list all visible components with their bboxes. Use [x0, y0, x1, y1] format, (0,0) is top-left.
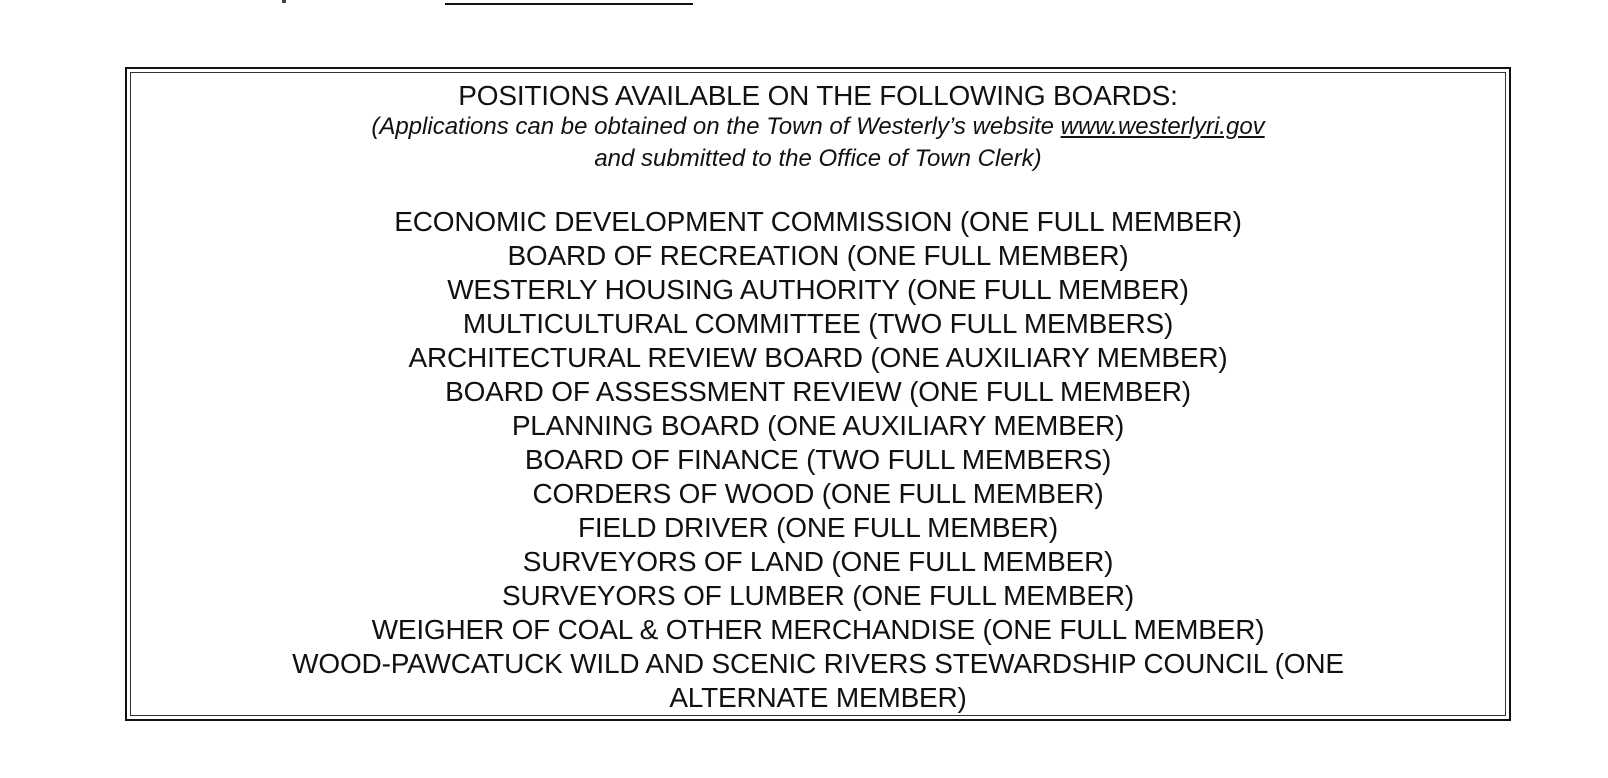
notice-heading: POSITIONS AVAILABLE ON THE FOLLOWING BOARDS: — [458, 80, 1178, 111]
board-item: BOARD OF RECREATION (ONE FULL MEMBER) — [507, 240, 1129, 271]
board-item: SURVEYORS OF LUMBER (ONE FULL MEMBER) — [501, 580, 1135, 611]
application-instructions-line-1 — [127, 111, 1509, 143]
board-item: MULTICULTURAL COMMITTEE (TWO FULL MEMBERS) — [462, 308, 1174, 339]
website-link[interactable]: www.westerlyri.gov — [1060, 113, 1265, 140]
board-item: PLANNING BOARD (ONE AUXILIARY MEMBER) — [511, 410, 1125, 441]
board-list — [127, 205, 1509, 715]
board-item: BOARD OF ASSESSMENT REVIEW (ONE FULL MEMBER) — [445, 376, 1191, 407]
board-item: WEIGHER OF COAL & OTHER MERCHANDISE (ONE FULL MEMBER) — [371, 614, 1265, 645]
application-instructions-line-2: and submitted to the Office of Town Clerk) — [594, 145, 1042, 172]
board-item: BOARD OF FINANCE (TWO FULL MEMBERS) — [524, 444, 1112, 475]
board-item: WESTERLY HOUSING AUTHORITY (ONE FULL MEMBER) — [447, 274, 1189, 305]
board-item: ARCHITECTURAL REVIEW BOARD (ONE AUXILIARY MEMBER) — [408, 342, 1228, 373]
board-item: WOOD-PAWCATUCK WILD AND SCENIC RIVERS STEWARDSHIP COUNCIL (ONE ALTERNATE MEMBER) — [292, 648, 1344, 713]
positions-notice-box — [125, 67, 1511, 721]
board-item: SURVEYORS OF LAND (ONE FULL MEMBER) — [522, 546, 1114, 577]
board-item: ECONOMIC DEVELOPMENT COMMISSION (ONE FULL MEMBER) — [394, 206, 1242, 237]
top-underline-fragment — [445, 0, 693, 5]
board-item: CORDERS OF WOOD (ONE FULL MEMBER) — [532, 478, 1104, 509]
top-rule-fragment — [282, 0, 286, 3]
board-item: FIELD DRIVER (ONE FULL MEMBER) — [578, 512, 1058, 543]
instructions-text: (Applications can be obtained on the Town of Westerly’s website — [371, 113, 1061, 140]
notice-content — [127, 81, 1509, 715]
